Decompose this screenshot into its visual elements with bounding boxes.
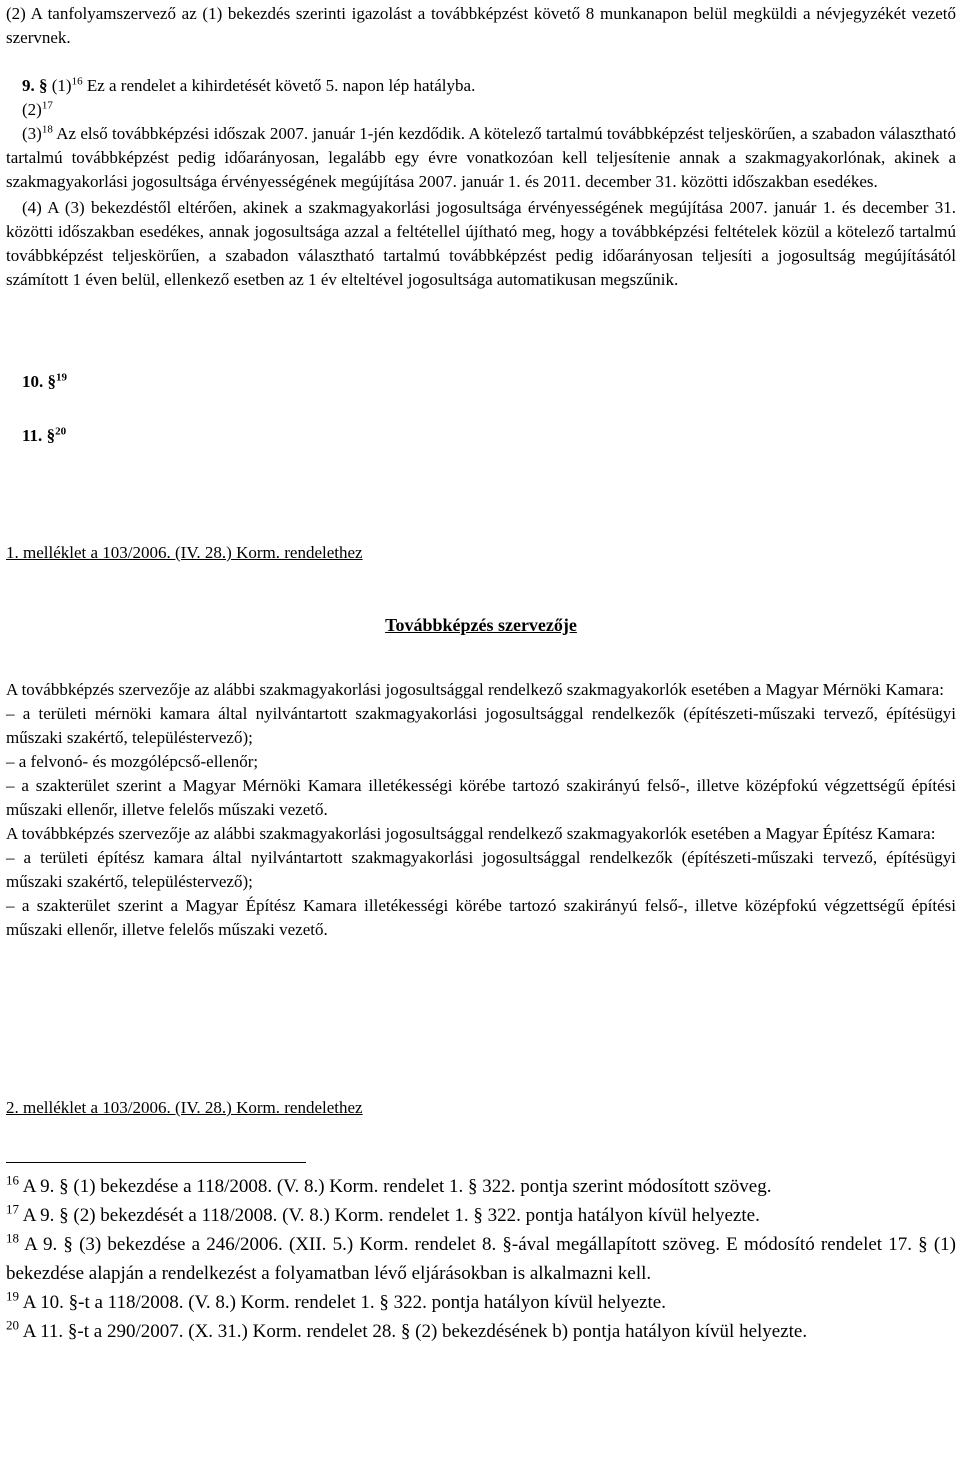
section-9-p3-text: Az első továbbképzési időszak 2007. január 1-jén kezdődik. A kötelező tartalmú továbbképzést teljeskörűen, a szabadon választható tartalmú továbbképzést pedig időarányosan, legalább egy évre vonatkozóan kell teljesítenie annak a szakmagyakorlónak, akinek a szakmagyakorlási jogosultsága érvényességének megújítása 2007. január 1. és 2011. december 31. közötti időszakban esedékes. [6, 124, 957, 191]
section-9-paragraph-3 [6, 122, 956, 194]
mmk-item-1: – a területi mérnöki kamara által nyilvántartott szakmagyakorlási jogosultsággal rendelkezők (építészeti-műszaki tervező, építésügyi műszaki szakértő, településtervező); [6, 704, 956, 747]
mek-intro: A továbbképzés szervezője az alábbi szakmagyakorlási jogosultsággal rendelkező szakmagyakorlók esetében a Magyar Építész Kamara: [6, 824, 936, 843]
mmk-item-3: – a szakterület szerint a Magyar Mérnöki Kamara illetékességi körébe tartozó szakirányú felső-, illetve középfokú végzettségű építési műszaki ellenőr, illetve felelős műszaki vezető. [6, 776, 956, 819]
mmk-item-2: – a felvonó- és mozgólépcső-ellenőr; [6, 752, 259, 771]
mmk-intro: A továbbképzés szervezője az alábbi szakmagyakorlási jogosultsággal rendelkező szakmagyakorlók esetében a Magyar Mérnöki Kamara: [6, 680, 944, 699]
section-10-heading [22, 370, 67, 394]
section-9-paragraph-4 [6, 196, 956, 292]
annex-2-heading[interactable]: 2. melléklet a 103/2006. (IV. 28.) Korm. rendelethez [6, 1098, 363, 1117]
section-9-paragraph-1 [22, 74, 956, 98]
footnote-text: A 10. §-t a 118/2008. (V. 8.) Korm. rendelet 1. § 322. pontja hatályon kívül helyezte. [22, 1292, 666, 1313]
section-11-heading [22, 424, 66, 448]
footnote-number: 19 [6, 1288, 19, 1304]
footnote-text: A 11. §-t a 290/2007. (X. 31.) Korm. rendelet 28. § (2) bekezdésének b) pontja hatályon kívül helyezte. [22, 1321, 808, 1342]
section-9-sign: § [39, 76, 48, 95]
mek-item-2: – a szakterület szerint a Magyar Építész Kamara illetékességi körébe tartozó szakirányú felső-, illetve középfokú végzettségű építési műszaki ellenőr, illetve felelős műszaki vezető. [6, 896, 956, 939]
section-11-label: 11. [22, 426, 43, 445]
section-9-p3-prefix: (3) [22, 124, 42, 143]
section-10-label: 10. [22, 372, 44, 391]
section-9-paragraph-2 [22, 98, 956, 122]
section-10-sign: § [47, 372, 56, 391]
section-9-label: 9. [22, 76, 35, 95]
footnote-19 [6, 1288, 956, 1317]
footnote-ref-19[interactable]: 19 [56, 371, 67, 384]
footnote-text: A 9. § (1) bekezdése a 118/2008. (V. 8.) Korm. rendelet 1. § 322. pontja szerint módosított szöveg. [22, 1176, 772, 1197]
annex-1-heading[interactable]: 1. melléklet a 103/2006. (IV. 28.) Korm. rendelethez [6, 543, 363, 562]
annex-1-title: Továbbképzés szervezője [385, 615, 577, 635]
section-8-paragraph-2: (2) A tanfolyamszervező az (1) bekezdés szerinti igazolást a továbbképzést követő 8 munkanapon belül megküldi a névjegyzékét vezető szervnek. [6, 4, 956, 47]
section-9-p1-text: Ez a rendelet a kihirdetését követő 5. napon lép hatályba. [86, 76, 476, 95]
section-9-p4-text: (4) A (3) bekezdéstől eltérően, akinek a szakmagyakorlási jogosultsága érvényességének megújítása 2007. január 1. és december 31. közötti időszakban esedékes, annak jogosultsága azzal a feltétellel újítható meg, hogy a továbbképzési feltételek közül a kötelező tartalmú továbbképzést teljeskörűen, a szabadon választható tartalmú továbbképzést pedig időarányosan teljesíti a jogosultság megújításától számított 1 éven belül, ellenkező esetben az 1 év elteltével jogosultsága automatikusan megszűnik. [6, 198, 956, 289]
footnote-20 [6, 1317, 956, 1346]
footnote-ref-16[interactable]: 16 [71, 75, 83, 88]
footnote-number: 16 [6, 1172, 19, 1188]
footnote-ref-18[interactable]: 18 [41, 123, 53, 136]
footnote-ref-20[interactable]: 20 [55, 425, 67, 438]
footnote-number: 18 [6, 1230, 19, 1246]
section-9-p2-prefix: (2) [22, 100, 42, 119]
footnote-text: A 9. § (2) bekezdését a 118/2008. (V. 8.) Korm. rendelet 1. § 322. pontja hatályon kívül helyezte. [22, 1205, 760, 1226]
footnote-number: 20 [6, 1317, 19, 1333]
section-11-sign: § [46, 426, 56, 445]
footnote-17 [6, 1201, 956, 1230]
mek-item-1: – a területi építész kamara által nyilvántartott szakmagyakorlási jogosultsággal rendelkezők (építészeti-műszaki tervező, építésügyi műszaki szakértő, településtervező); [6, 848, 956, 891]
footnote-16 [6, 1172, 956, 1201]
footnote-separator [6, 1162, 306, 1163]
footnote-text: A 9. § (3) bekezdése a 246/2006. (XII. 5.) Korm. rendelet 8. §-ával megállapított szöveg. E módosító rendelet 17. § (1) bekezdése alapján a rendelkezést a folyamatban lévő eljárásokban is alkalmazni kell. [6, 1234, 956, 1284]
footnote-ref-17[interactable]: 17 [41, 99, 53, 112]
footnote-number: 17 [6, 1201, 19, 1217]
footnote-18 [6, 1230, 956, 1288]
section-9-p1-prefix: (1) [51, 76, 72, 95]
